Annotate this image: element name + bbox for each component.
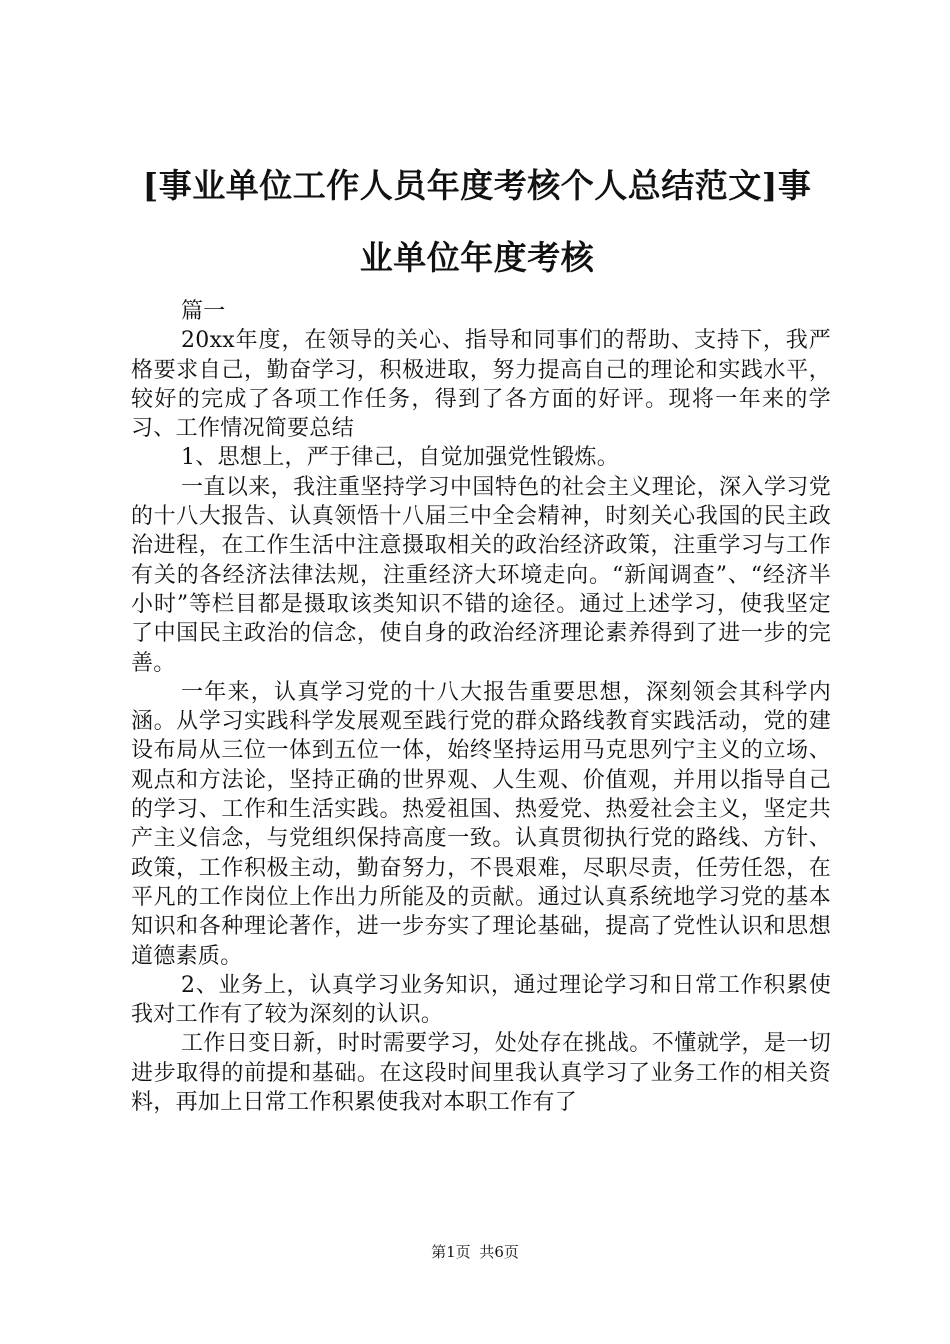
title-line-1: [事业单位工作人员年度考核个人总结范文]事 xyxy=(142,166,812,205)
paragraph-ideology-1: 一直以来，我注重坚持学习中国特色的社会主义理论，深入学习党的十八大报告、认真领悟十八届三中全会精神，时刻关心我国的民主政治进程，在工作生活中注意摄取相关的政治经济政策，注重学习与工作有关的各经济法律法规，注重经济大环境走向。“新闻调查”、“经济半小时”等栏目都是摄取该类知识不错的途径。通过上述学习，使我坚定了中国民主政治的信念，使自身的政治经济理论素养得到了进一步的完善。 xyxy=(131,474,831,676)
paragraph-business: 工作日变日新，时时需要学习，处处存在挑战。不懂就学，是一切进步取得的前提和基础。在这段时间里我认真学习了业务工作的相关资料，再加上日常工作积累使我对本职工作有了 xyxy=(131,1031,831,1116)
title-line-2: 业单位年度考核 xyxy=(359,238,595,277)
document-title xyxy=(120,150,834,294)
page-footer xyxy=(0,1242,950,1262)
paragraph-ideology-2: 一年来，认真学习党的十八大报告重要思想，深刻领会其科学内涵。从学习实践科学发展观至践行党的群众路线教育实践活动，党的建设布局从三位一体到五位一体，始终坚持运用马克思列宁主义的立场、观点和方法论，坚持正确的世界观、人生观、价值观，并用以指导自己的学习、工作和生活实践。热爱祖国、热爱党、热爱社会主义，坚定共产主义信念，与党组织保持高度一致。认真贯彻执行党的路线、方针、政策，工作积极主动，勤奋努力，不畏艰难，尽职尽责，任劳任怨，在平凡的工作岗位上作出力所能及的贡献。通过认真系统地学习党的基本知识和各种理论著作，进一步夯实了理论基础，提高了党性认识和思想道德素质。 xyxy=(131,679,831,969)
paragraph-intro: 20xx年度，在领导的关心、指导和同事们的帮助、支持下，我严格要求自己，勤奋学习，积极进取，努力提高自己的理论和实践水平，较好的完成了各项工作任务，得到了各方面的好评。现将一年来的学习、工作情况简要总结 xyxy=(131,328,831,442)
heading-business: 2、业务上，认真学习业务知识，通过理论学习和日常工作积累使我对工作有了较为深刻的认识。 xyxy=(131,972,831,1028)
heading-ideology: 1、思想上，严于律己，自觉加强党性锻炼。 xyxy=(181,445,619,471)
section-heading: 篇一 xyxy=(181,299,226,324)
page-total: 共6页 xyxy=(479,1243,519,1261)
document-body xyxy=(131,297,831,1117)
page-number: 第1页 xyxy=(431,1243,471,1261)
